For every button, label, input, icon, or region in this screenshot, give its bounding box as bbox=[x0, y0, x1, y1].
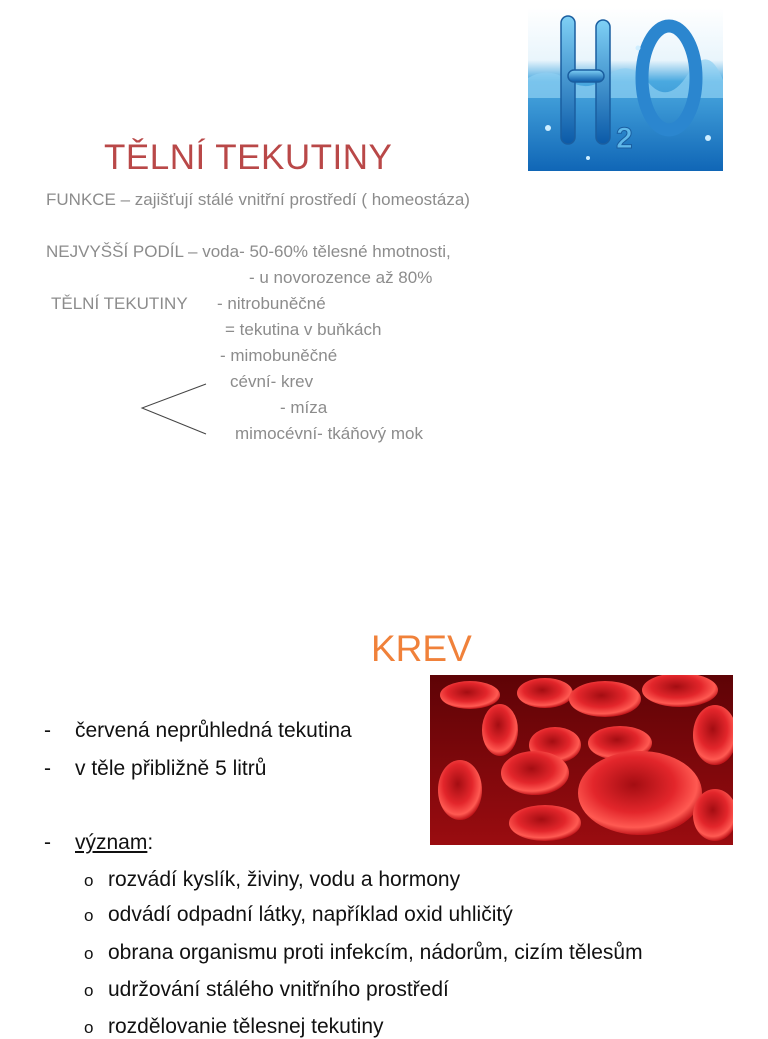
mimobunecne-item: - mimobuněčné bbox=[220, 346, 338, 365]
blood-cells-icon bbox=[430, 675, 733, 845]
vyznam-item-3: obrana organismu proti infekcím, nádorům, cizím tělesům bbox=[108, 941, 643, 964]
branch-bracket-icon bbox=[140, 382, 210, 438]
cevni-krev-item: cévní- krev bbox=[230, 372, 314, 391]
circle-bullet-icon: o bbox=[84, 906, 94, 925]
bullet-dash: - bbox=[44, 831, 51, 854]
svg-text:2: 2 bbox=[616, 122, 633, 155]
podil-line: NEJVYŠŠÍ PODÍL – voda- 50-60% tělesné hmotnosti, bbox=[46, 242, 451, 261]
circle-bullet-icon: o bbox=[84, 944, 94, 963]
vyznam-label: význam bbox=[75, 831, 148, 854]
nitrobunecne-item: - nitrobuněčné bbox=[217, 294, 326, 313]
mimocevni-item: mimocévní- tkáňový mok bbox=[235, 424, 423, 443]
krev-bullet-1: červená neprůhledná tekutina bbox=[75, 719, 352, 742]
h2o-water-image bbox=[528, 8, 723, 171]
water-splash-icon bbox=[528, 8, 723, 171]
telni-tekutiny-label: TĚLNÍ TEKUTINY bbox=[51, 294, 188, 313]
miza-item: - míza bbox=[280, 398, 328, 417]
circle-bullet-icon: o bbox=[84, 1018, 94, 1037]
novorozence-line: - u novorozence až 80% bbox=[249, 268, 433, 287]
vyznam-item-1: rozvádí kyslík, živiny, vodu a hormony bbox=[108, 868, 461, 891]
circle-bullet-icon: o bbox=[84, 871, 94, 890]
bunkach-line: = tekutina v buňkách bbox=[225, 320, 382, 339]
vyznam-item-5: rozdělovanie tělesnej tekutiny bbox=[108, 1015, 384, 1038]
vyznam-item-2: odvádí odpadní látky, například oxid uhličitý bbox=[108, 903, 513, 926]
vyznam-colon: : bbox=[147, 831, 154, 854]
vyznam-item-4: udržování stálého vnitřního prostředí bbox=[108, 978, 449, 1001]
red-blood-cells-image bbox=[430, 675, 733, 845]
section-title-telni-tekutiny: TĚLNÍ TEKUTINY bbox=[104, 138, 393, 177]
bullet-dash: - bbox=[44, 719, 51, 742]
section-title-krev: KREV bbox=[371, 628, 472, 669]
krev-bullet-2: v těle přibližně 5 litrů bbox=[75, 757, 267, 780]
funkce-line: FUNKCE – zajišťují stálé vnitřní prostředí ( homeostáza) bbox=[46, 190, 470, 209]
vyznam-heading bbox=[75, 831, 153, 855]
circle-bullet-icon: o bbox=[84, 981, 94, 1000]
bullet-dash: - bbox=[44, 757, 51, 780]
